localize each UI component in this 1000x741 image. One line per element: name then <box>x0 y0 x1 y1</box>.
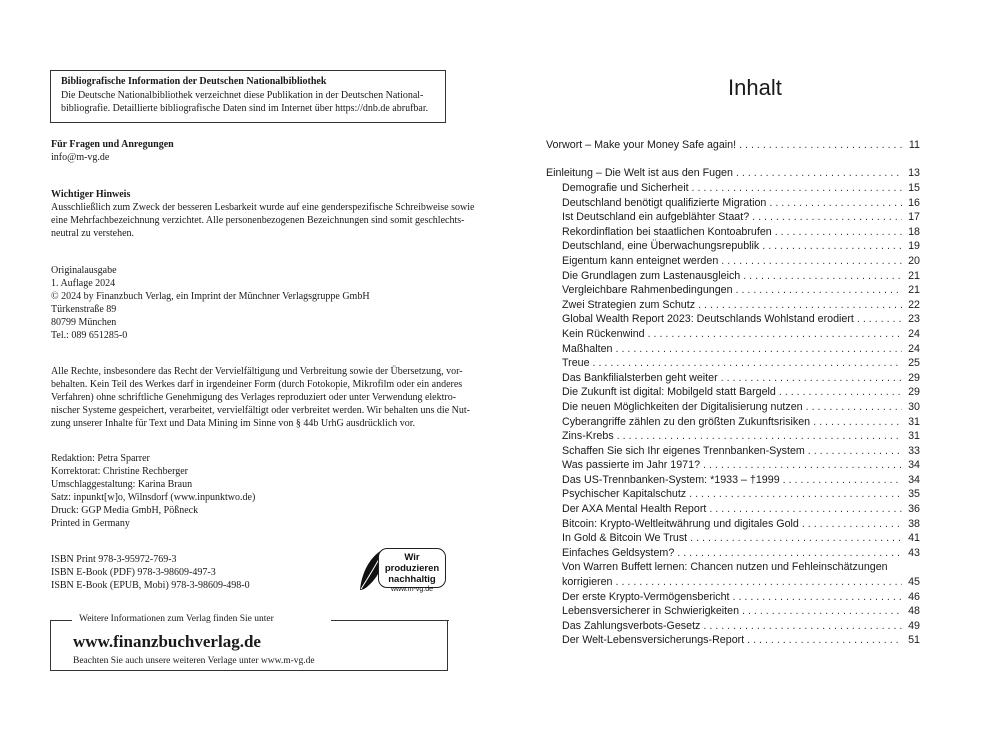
badge-line-1: Wir produzieren <box>384 552 440 574</box>
toc-leader <box>690 531 902 546</box>
badge-url: www.m-vg.de <box>390 586 433 593</box>
toc-entry-title: Lebensversicherer in Schwierigkeiten <box>562 605 740 618</box>
toc-entry-title: Von Warren Buffett lernen: Chancen nutzen und Fehleinschätzungen <box>562 561 888 574</box>
toc-entry-title: Bitcoin: Krypto-Weltleitwährung und digitales Gold <box>562 517 799 530</box>
toc-entry[interactable] <box>546 385 920 400</box>
toc-entry-title: Einfaches Geldsystem? <box>562 546 675 559</box>
toc-entry[interactable] <box>546 604 920 619</box>
toc-entry-title: Deutschland benötigt qualifizierte Migration <box>562 196 767 209</box>
toc-entry-title: Der AXA Mental Health Report <box>562 503 707 516</box>
sustainability-badge <box>356 546 448 592</box>
toc-entry-title: Psychischer Kapitalschutz <box>562 488 687 501</box>
toc-entry[interactable] <box>546 342 920 357</box>
toc-entry[interactable] <box>546 502 920 517</box>
edition-line: Tel.: 089 651285-0 <box>51 330 128 341</box>
toc-entry-page: 24 <box>908 342 920 355</box>
toc-entry-page: 17 <box>908 211 920 224</box>
web-intro: Weitere Informationen zum Verlag finden Sie unter <box>75 613 278 626</box>
isbn-line: ISBN E-Book (PDF) 978-3-98609-497-3 <box>51 567 216 578</box>
bib-line: bibliografie. Detaillierte bibliografische Daten sind im Internet über https://dnb.de abrufbar. <box>61 103 429 114</box>
web-note: Beachten Sie auch unsere weiteren Verlage unter www.m-vg.de <box>73 656 315 666</box>
toc-entry[interactable] <box>546 196 920 211</box>
toc-entry-title: Vergleichbare Rahmenbedingungen <box>562 284 733 297</box>
toc-entry[interactable] <box>546 444 920 459</box>
rights-line: nischer Systeme gespeichert, verarbeitet, vervielfältigt oder verbreitet werden. Wir behalten uns die Nut- <box>51 405 470 416</box>
toc-leader <box>813 415 902 430</box>
credits-line: Korrektorat: Christine Rechberger <box>51 466 188 477</box>
credits-section <box>51 452 451 530</box>
badge-line-2: nachhaltig <box>388 574 436 585</box>
toc-entry-page: 29 <box>908 371 920 384</box>
box-top-rule <box>331 620 449 621</box>
toc-entry-page: 33 <box>908 444 920 457</box>
toc-entry[interactable] <box>546 181 920 196</box>
toc-entry[interactable] <box>546 590 920 605</box>
toc-entry-title: Deutschland, eine Überwachungsrepublik <box>562 240 760 253</box>
toc-entry-title: Maßhalten <box>562 342 613 355</box>
toc-entry-title: Demografie und Sicherheit <box>562 182 689 194</box>
toc-entry-page: 15 <box>908 182 920 194</box>
toc-leader <box>736 165 902 181</box>
toc-leader <box>721 371 902 386</box>
publisher-url[interactable]: www.finanzbuchverlag.de <box>73 632 261 651</box>
notice-line: Ausschließlich zum Zweck der besseren Lesbarkeit wurde auf eine genderspezifische Schreibweise sowie <box>51 202 475 213</box>
bib-title: Bibliografische Information der Deutschen Nationalbibliothek <box>61 76 327 87</box>
rights-line: behalten. Kein Teil des Werkes darf in irgendeiner Form (durch Fotokopie, Mikrofilm oder ein anderes <box>51 379 463 390</box>
toc-entry[interactable] <box>546 254 920 269</box>
toc-entry[interactable] <box>546 575 920 590</box>
toc-entry-page: 51 <box>908 634 920 647</box>
credits-line: Satz: inpunkt[w]o, Wilnsdorf (www.inpunktwo.de) <box>51 492 256 503</box>
toc-entry-page: 34 <box>908 459 920 472</box>
toc-entry-title: Zwei Strategien zum Schutz <box>562 298 696 311</box>
toc-entry[interactable] <box>546 546 920 561</box>
notice-line: neutral zu verstehen. <box>51 228 135 239</box>
notice-section <box>51 188 475 240</box>
toc-entry[interactable] <box>546 473 920 488</box>
rights-line: Verfahren) ohne schriftliche Genehmigung des Verlages reproduziert oder unter Verwendung elektro- <box>51 392 457 403</box>
toc-leader <box>733 590 902 605</box>
toc-leader <box>721 254 902 269</box>
toc-entry-page: 24 <box>908 327 920 340</box>
toc-entry-page: 35 <box>908 488 920 501</box>
toc-entry[interactable] <box>546 517 920 532</box>
toc-leader <box>857 312 902 327</box>
toc-leader <box>808 444 902 459</box>
toc-entry-page: 31 <box>908 415 920 428</box>
edition-line: Türkenstraße 89 <box>51 304 117 315</box>
toc-entry-page: 34 <box>908 473 920 486</box>
table-of-contents <box>546 137 920 648</box>
toc-entry-page: 20 <box>908 254 920 267</box>
toc-entry[interactable] <box>546 165 920 181</box>
toc-entry-page: 48 <box>908 605 920 618</box>
toc-leader <box>775 225 902 240</box>
toc-entry-title: Ist Deutschland ein aufgeblähter Staat? <box>562 211 750 224</box>
notice-heading: Wichtiger Hinweis <box>51 189 131 200</box>
bibliographic-info-box <box>50 70 446 123</box>
toc-leader <box>709 502 902 517</box>
toc-leader <box>593 356 902 371</box>
toc-entry-page: 43 <box>908 546 920 559</box>
toc-entry-page: 18 <box>908 225 920 238</box>
toc-entry[interactable] <box>546 356 920 371</box>
toc-leader <box>736 283 902 298</box>
edition-line: 1. Auflage 2024 <box>51 278 116 289</box>
toc-entry-page: 46 <box>908 590 920 603</box>
toc-entry-page: 22 <box>908 298 920 311</box>
toc-entry-title: Die Zukunft ist digital: Mobilgeld statt Bargeld <box>562 386 776 399</box>
credits-line: Druck: GGP Media GmbH, Pößneck <box>51 505 199 516</box>
toc-entry-page: 19 <box>908 240 920 253</box>
edition-line: Originalausgabe <box>51 265 117 276</box>
toc-entry[interactable] <box>546 429 920 444</box>
notice-line: eine Mehrfachbezeichnung verzichtet. Alle personenbezogenen Bezeichnungen sind somit geschlechts- <box>51 215 465 226</box>
toc-entry-title: Die Grundlagen zum Lastenausgleich <box>562 269 741 282</box>
toc-entry-title: Der erste Krypto-Vermögensbericht <box>562 590 730 603</box>
rights-section <box>51 365 470 430</box>
toc-entry-page: 13 <box>908 167 920 179</box>
toc-entry-title: Was passierte im Jahr 1971? <box>562 459 701 472</box>
toc-leader <box>779 385 902 400</box>
toc-leader <box>703 458 902 473</box>
toc-leader <box>692 181 902 196</box>
toc-entry-page: 45 <box>908 576 920 589</box>
toc-entry-title: korrigieren <box>562 576 613 589</box>
toc-leader <box>747 633 902 648</box>
toc-leader <box>698 298 902 313</box>
toc-entry-title: Eigentum kann enteignet werden <box>562 254 719 267</box>
toc-entry-title: Global Wealth Report 2023: Deutschlands Wohlstand erodiert <box>562 313 854 326</box>
toc-leader <box>703 619 902 634</box>
toc-leader <box>802 517 902 532</box>
toc-leader <box>742 604 902 619</box>
toc-entry-page: 49 <box>908 619 920 632</box>
publisher-web-box <box>50 614 448 671</box>
toc-leader <box>648 327 902 342</box>
toc-leader <box>689 487 902 502</box>
toc-entry[interactable] <box>546 371 920 386</box>
toc-entry-title: Rekordinflation bei staatlichen Kontoabrufen <box>562 225 772 238</box>
toc-entry[interactable] <box>546 400 920 415</box>
toc-entry[interactable] <box>546 269 920 284</box>
toc-gap <box>546 153 920 165</box>
toc-entry[interactable] <box>546 487 920 502</box>
edition-section <box>51 264 451 342</box>
toc-entry-page: 31 <box>908 430 920 443</box>
toc-entry-title: Das Bankfilialsterben geht weiter <box>562 371 718 384</box>
toc-entry[interactable] <box>546 619 920 634</box>
toc-entry[interactable] <box>546 239 920 254</box>
toc-entry[interactable] <box>546 458 920 473</box>
toc-entry[interactable] <box>546 298 920 313</box>
toc-entry-title: Das Zahlungsverbots-Gesetz <box>562 619 701 632</box>
toc-entry[interactable] <box>546 633 920 648</box>
toc-entry-title: Schaffen Sie sich Ihr eigenes Trennbanken-System <box>562 444 805 457</box>
toc-title: Inhalt <box>728 75 782 100</box>
edition-line: © 2024 by Finanzbuch Verlag, ein Imprint der Münchner Verlagsgruppe GmbH <box>51 291 370 302</box>
toc-leader <box>762 239 902 254</box>
box-top-rule <box>50 620 72 621</box>
isbn-line: ISBN E-Book (EPUB, Mobi) 978-3-98609-498-0 <box>51 580 250 591</box>
toc-leader <box>743 269 902 284</box>
toc-entry[interactable] <box>546 283 920 298</box>
toc-entry-page: 29 <box>908 386 920 399</box>
toc-leader <box>677 546 902 561</box>
toc-entry-page: 41 <box>908 532 920 545</box>
toc-leader <box>752 210 902 225</box>
toc-entry-page: 21 <box>908 284 920 297</box>
toc-leader <box>616 575 903 590</box>
toc-entry-page: 30 <box>908 400 920 413</box>
toc-entry-page: 25 <box>908 357 920 370</box>
contact-heading: Für Fragen und Anregungen <box>51 139 174 150</box>
edition-line: 80799 München <box>51 317 117 328</box>
toc-leader <box>739 137 902 153</box>
toc-entry-title: Kein Rückenwind <box>562 327 645 340</box>
toc-entry[interactable] <box>546 312 920 327</box>
toc-entry-title: Der Welt-Lebensversicherungs-Report <box>562 634 745 647</box>
toc-entry-title: Treue <box>562 357 590 370</box>
toc-leader <box>616 342 903 357</box>
toc-entry-title: Die neuen Möglichkeiten der Digitalisierung nutzen <box>562 400 803 413</box>
toc-leader <box>783 473 902 488</box>
credits-line: Umschlaggestaltung: Karina Braun <box>51 479 193 490</box>
credits-line: Printed in Germany <box>51 518 130 529</box>
toc-leader <box>806 400 902 415</box>
credits-line: Redaktion: Petra Sparrer <box>51 453 150 464</box>
toc-entry-page: 23 <box>908 313 920 326</box>
toc-entry-title: Cyberangriffe zählen zu den größten Zukunftsrisiken <box>562 415 811 428</box>
toc-entry-title: Einleitung – Die Welt ist aus den Fugen <box>546 167 733 179</box>
toc-leader <box>617 429 902 444</box>
toc-entry-title: Vorwort – Make your Money Safe again! <box>546 139 737 151</box>
toc-entry[interactable] <box>546 415 920 430</box>
toc-entry-page: 36 <box>908 503 920 516</box>
toc-entry[interactable] <box>546 327 920 342</box>
toc-entry-title: Das US-Trennbanken-System: *1933 – †1999 <box>562 473 780 486</box>
bib-line: Die Deutsche Nationalbibliothek verzeichnet diese Publikation in der Deutschen National- <box>61 89 424 101</box>
rights-line: zung unserer Inhalte für Text und Data Mining im Sinne von § 44b UrhG ausdrücklich vor. <box>51 418 416 429</box>
toc-entry-page: 16 <box>908 196 920 209</box>
contact-section <box>51 138 451 164</box>
toc-entry[interactable] <box>546 210 920 225</box>
toc-entry-title: Zins-Krebs <box>562 430 614 443</box>
badge-label <box>378 548 446 593</box>
toc-entry[interactable] <box>546 225 920 240</box>
toc-leader <box>769 196 902 211</box>
isbn-line: ISBN Print 978-3-95972-769-3 <box>51 554 177 565</box>
toc-entry-title: In Gold & Bitcoin We Trust <box>562 532 688 545</box>
toc-entry[interactable] <box>546 560 920 575</box>
toc-entry-page: 21 <box>908 269 920 282</box>
toc-entry-page: 38 <box>908 517 920 530</box>
toc-entry[interactable] <box>546 137 920 153</box>
rights-line: Alle Rechte, insbesondere das Recht der Vervielfältigung und Verbreitung sowie der Übersetzung, vor- <box>51 366 463 377</box>
toc-entry[interactable] <box>546 531 920 546</box>
toc-entry-page: 11 <box>908 139 920 151</box>
contact-email[interactable]: info@m-vg.de <box>51 152 110 163</box>
